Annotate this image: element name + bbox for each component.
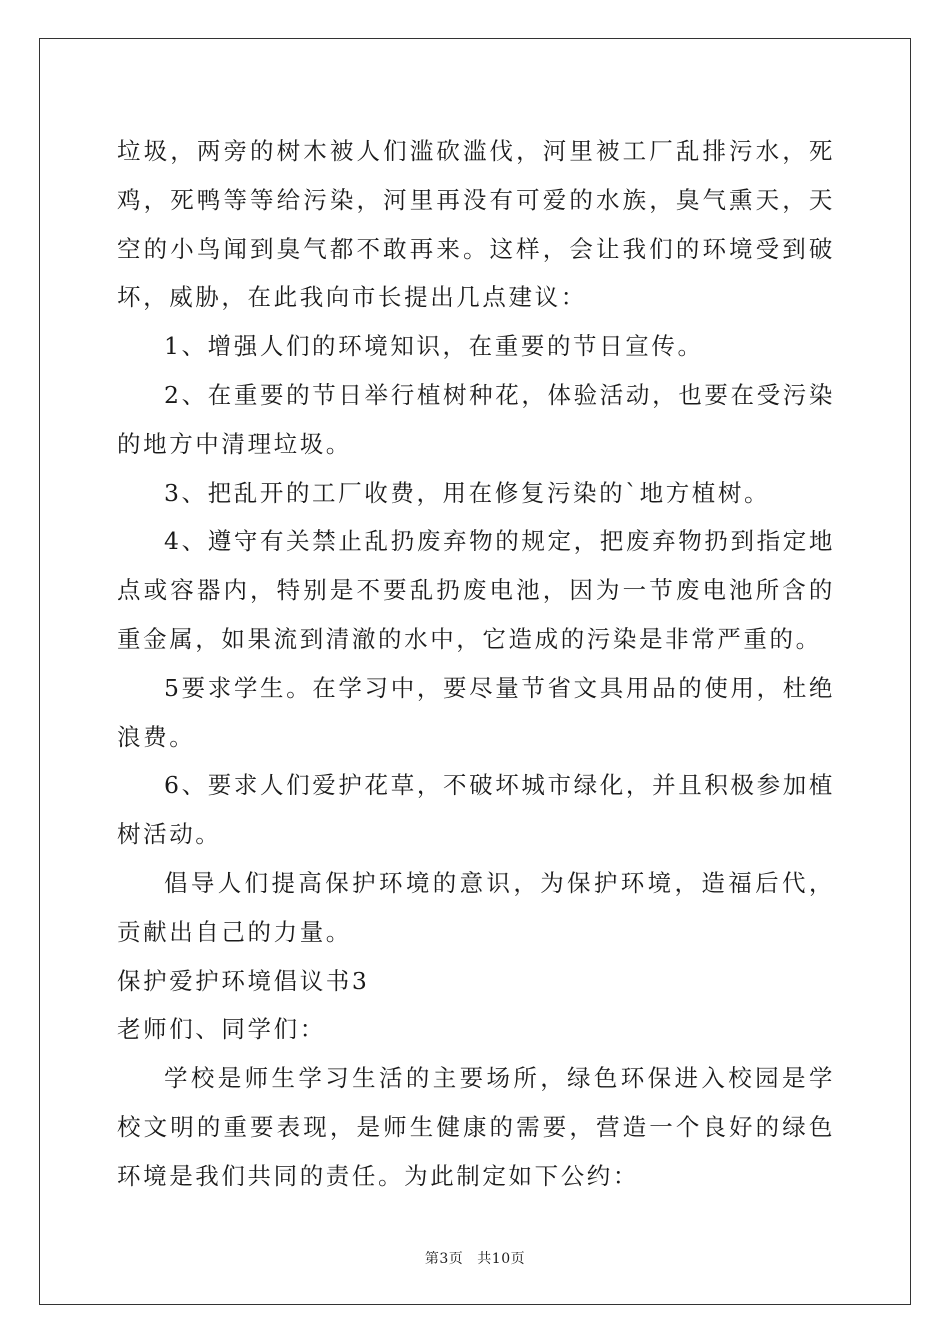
- paragraph-suggestion-5: 5要求学生。在学习中，要尽量节省文具用品的使用，杜绝浪费。: [117, 673, 835, 751]
- paragraph-school-intro: 学校是师生学习生活的主要场所，绿色环保进入校园是学校文明的重要表现，是师生健康的需要，营造一个良好的绿色环境是我们共同的责任。为此制定如下公约：: [117, 1064, 835, 1190]
- page-total: 共10页: [477, 1251, 526, 1267]
- paragraph-suggestion-3: 3、把乱开的工厂收费，用在修复污染的`地方植树。: [164, 478, 771, 507]
- paragraph-suggestion-1: 1、增强人们的环境知识，在重要的节日宣传。: [164, 332, 704, 361]
- paragraph-suggestion-6: 6、要求人们爱护花草，不破坏城市绿化，并且积极参加植树活动。: [117, 771, 835, 849]
- paragraph-closing: 倡导人们提高保护环境的意识，为保护环境，造福后代，贡献出自己的力量。: [117, 868, 835, 946]
- document-body: [117, 127, 835, 1201]
- paragraph-suggestion-2: 2、在重要的节日举行植树种花，体验活动，也要在受污染的地方中清理垃圾。: [117, 380, 835, 458]
- salutation: 老师们、同学们：: [117, 1015, 326, 1044]
- page-number: 第3页: [424, 1251, 464, 1267]
- paragraph-suggestion-4: 4、遵守有关禁止乱扔废弃物的规定，把废弃物扔到指定地点或容器内，特别是不要乱扔废电池，因为一节废电池所含的重金属，如果流到清澈的水中，它造成的污染是非常严重的。: [117, 527, 835, 653]
- page-footer: [0, 1248, 950, 1268]
- section-heading: 保护爱护环境倡议书3: [117, 966, 370, 995]
- paragraph-intro: 垃圾，两旁的树木被人们滥砍滥伐，河里被工厂乱排污水，死鸡，死鸭等等给污染，河里再没有可爱的水族，臭气熏天，天空的小鸟闻到臭气都不敢再来。这样，会让我们的环境受到破坏，威胁，在此我向市长提出几点建议：: [117, 137, 835, 312]
